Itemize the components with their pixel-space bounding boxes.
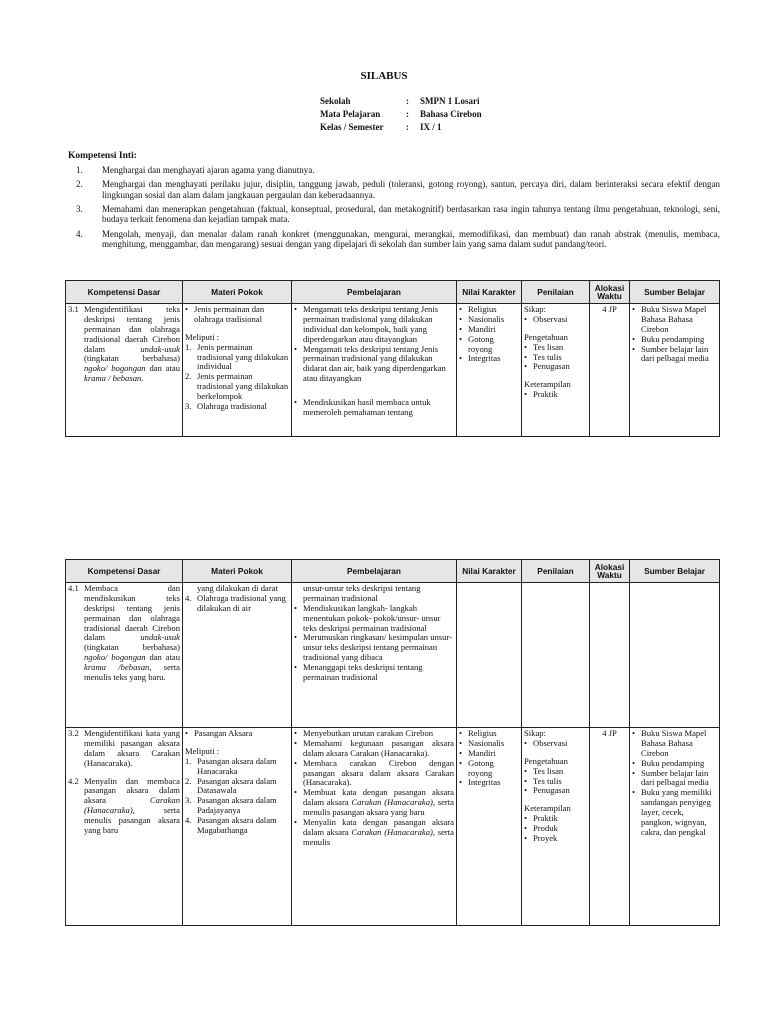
ki-item: 3. Memahami dan menerapkan pengetahuan (faktual, konseptual, prosedural, dan metakognitif) berdasarkan rasa ingin tahunya tentang ilmu pengetahuan, teknologi, seni, budaya terkait fenomena dan kejadian tampak mata. <box>76 204 720 225</box>
meta-key: Sekolah <box>320 96 351 106</box>
col-header: Kompetensi Dasar <box>66 560 183 583</box>
kd-cell: 4.1 Membaca dan mendiskusikan teks deskripsi tentang jenis permainan dan olahraga tradisional daerah Cirebon dalam undak-usuk (tingkatan berbahasa) ngoko/ bogongan dan atau krama /bebasan, serta menulis teks yang baru. <box>66 583 183 728</box>
col-header: Kompetensi Dasar <box>66 281 183 304</box>
table-header-row <box>66 560 720 583</box>
ki-item: 4. Mengolah, menyaji, dan menalar dalam ranah konkret (menggunakan, mengurai, merangkai, memodifikasi, dan membuat) dan ranah abstrak (menulis, membaca, menghitung, menggambar, dan mengarang) sesuai dengan yang dipelajari di sekolah dan sumber lain yang sama dalam sudut pandang/teori. <box>76 228 720 250</box>
col-header: Alokasi Waktu <box>590 560 630 583</box>
ki-list <box>68 165 720 253</box>
kd-cell: 3.1 Mengidentifikasi teks deskripsi tentang jenis permainan dan olahraga tradisional daerah Cirebon dalam undak-usuk (tingkatan berbahasa) ngoko/ bogongan dan atau krama / bebasan. <box>66 304 183 437</box>
sumber-cell: • Buku Siswa Mapel Bahasa Bahasa Cirebon • Buku pendamping • Sumber belajar lain dari pelbagai media • Buku yang memiliki sandangan penyigeg layer, cecek, pangkon, wignyan, cakra, dan pengkal <box>630 728 720 926</box>
ki-item: 1. Menghargai dan menghayati ajaran agama yang dianutnya. <box>76 165 315 175</box>
table-header-row <box>66 281 720 304</box>
document-title: SILABUS <box>360 70 408 82</box>
col-header: Materi Pokok <box>183 560 292 583</box>
meta-value: IX / 1 <box>420 122 442 132</box>
ki-item: 2. Menghargai dan menghayati perilaku jujur, disiplin, tanggung jawab, peduli (toleransi, gotong royong), santun, percaya diri, dalam berinteraksi secara efektif dengan lingkungan sosial dan alam dalam jangkauan pergaulan dan keberadaannya. <box>76 179 720 200</box>
alokasi-cell: 4 JP <box>590 728 630 926</box>
col-header: Sumber Belajar <box>630 560 720 583</box>
meta-key: Kelas / Semester <box>320 122 384 132</box>
materi-cell: • Jenis permainan dan olahraga tradisional Meliputi : 1. Jenis permainan tradisional yang dilakukan individual 2. Jenis permainan tradisional yang dilakukan berkelompok 3. Olahraga tradisional <box>183 304 292 437</box>
materi-cell: • Pasangan Aksara Meliputi : 1. Pasangan aksara dalam Hanacaraka 2. Pasangan aksara dalam Datasawala 3. Pasangan aksara dalam Padajayanya 4. Pasangan aksara dalam Magabathanga <box>183 728 292 926</box>
table-row <box>66 304 720 437</box>
syllabus-table-1 <box>65 280 720 437</box>
penilaian-cell: Sikap: • Observasi Pengetahuan • Tes lisan • Tes tulis • Penugasan Keterampilan • Praktik <box>522 304 590 437</box>
meta-value: Bahasa Cirebon <box>420 109 482 119</box>
penilaian-cell <box>522 583 590 728</box>
syllabus-table-2 <box>65 559 720 926</box>
nilai-cell <box>457 583 522 728</box>
sumber-cell: • Buku Siswa Mapel Bahasa Bahasa Cirebon • Buku pendamping • Sumber belajar lain dari pelbagai media <box>630 304 720 437</box>
alokasi-cell: 4 JP <box>590 304 630 437</box>
col-header: Nilai Karakter <box>457 560 522 583</box>
col-header: Pembelajaran <box>292 281 457 304</box>
pembelajaran-cell: • Mengamati teks deskripsi tentang Jenis permainan tradisional yang dilakukan individual dan kelompok, baik yang diperdengarkan atau ditayangkan • Mengamati teks deskripsi tentang Jenis permainan tradisional yang dilakukan didarat dan air, baik yang diperdengarkan atau ditayangkan • Mendiskusikan hasil membaca untuk memeroleh pemahaman tentang <box>292 304 457 437</box>
meta-value: SMPN 1 Losari <box>420 96 480 106</box>
alokasi-cell <box>590 583 630 728</box>
col-header: Nilai Karakter <box>457 281 522 304</box>
pembelajaran-cell: unsur-unsur teks deskripsi tentang permainan tradisional • Mendiskusikan langkah- langkah menentukan pokok- pokok/unsur- unsur teks deskripsi permainan tradisional • Merumuskan ringkasan/ kesimpulan unsur- unsur teks deskripsi tentang permainan tradisional yang dibaca • Menanggapi teks deskripsi tentang permainan tradisional <box>292 583 457 728</box>
kd-cell: 3.2 Mengidentifikasi kata yang memiliki pasangan aksara dalam aksara Carakan (Hanacaraka). 4.2 Menyalin dan membaca pasangan aksara dalam aksara Carakan (Hanacaraka), serta menulis pasangan aksara yang baru <box>66 728 183 926</box>
col-header: Alokasi Waktu <box>590 281 630 304</box>
col-header: Pembelajaran <box>292 560 457 583</box>
meta-key: Mata Pelajaran <box>320 109 381 119</box>
ki-heading: Kompetensi Inti: <box>68 151 137 161</box>
nilai-cell: • Religius • Nasionalis • Mandiri • Gotong royong • Integritas <box>457 304 522 437</box>
syllabus-meta: Sekolah : SMPN 1 Losari Mata Pelajaran : Bahasa Cirebon Kelas / Semester : IX / 1 <box>320 96 482 135</box>
col-header: Penilaian <box>522 281 590 304</box>
col-header: Sumber Belajar <box>630 281 720 304</box>
penilaian-cell: Sikap: • Observasi Pengetahuan • Tes lisan • Tes tulis • Penugasan Keterampilan • Praktik • Produk • Proyek <box>522 728 590 926</box>
table-row <box>66 728 720 926</box>
materi-cell: yang dilakukan di darat 4. Olahraga tradisional yang dilakukan di air <box>183 583 292 728</box>
pembelajaran-cell: • Menyebutkan urutan carakan Cirebon • Memahami kegunaan pasangan aksara dalam aksara Carakan (Hanacaraka). • Membaca carakan Cirebon dengan pasangan aksara dalam aksara Carakan (Hanacaraka). • Membuat kata dengan pasangan aksara dalam aksara Carakan (Hanacaraka), serta menulis pasangan aksara yang baru • Menyalin kata dengan pasangan aksara dalam aksara Carakan (Hanacaraka), serta menulis <box>292 728 457 926</box>
col-header: Penilaian <box>522 560 590 583</box>
table-row <box>66 583 720 728</box>
sumber-cell <box>630 583 720 728</box>
nilai-cell: • Religius • Nasionalis • Mandiri • Gotong royong • Integritas <box>457 728 522 926</box>
col-header: Materi Pokok <box>183 281 292 304</box>
